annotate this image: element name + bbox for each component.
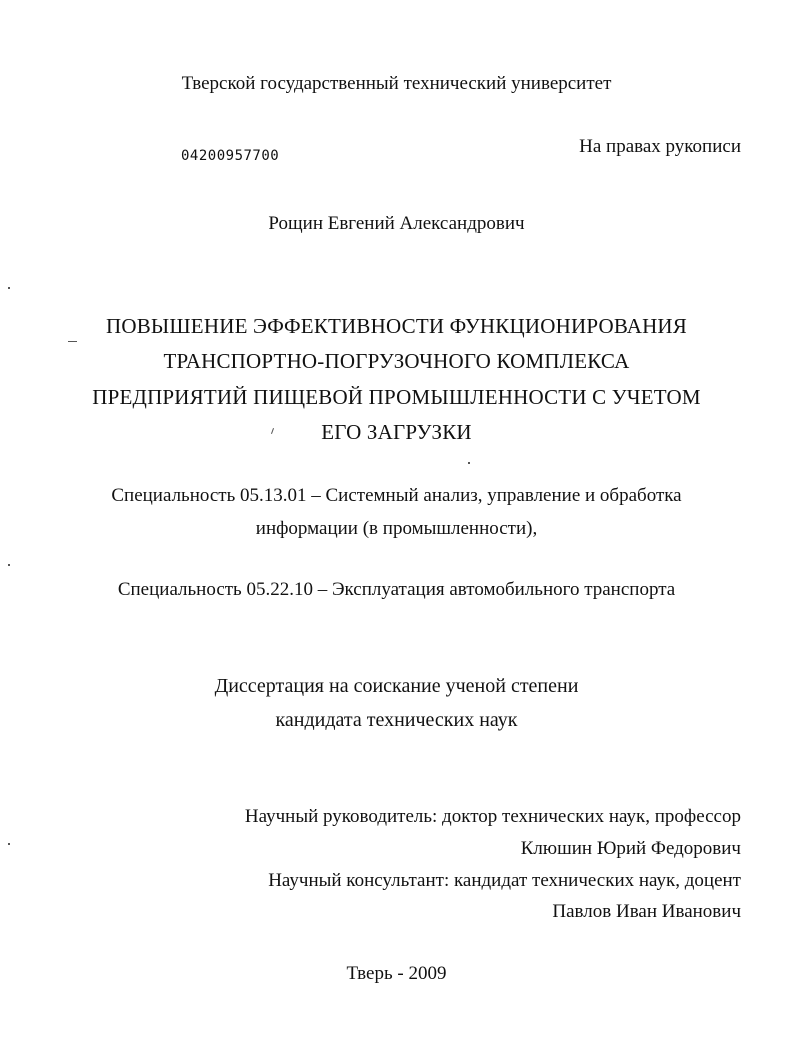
manuscript-rights: На правах рукописи	[579, 136, 741, 157]
dissertation-line-1: Диссертация на соискание ученой степени	[214, 675, 579, 697]
scan-speck	[8, 843, 10, 845]
consultant-role: Научный консультант: кандидат технических наук, доцент	[268, 870, 741, 891]
scan-speck	[8, 564, 10, 566]
title-line-4: ЕГО ЗАГРУЗКИ	[321, 420, 472, 444]
scan-speck	[8, 287, 10, 289]
specialty-1-line-2: информации (в промышленности),	[255, 518, 538, 539]
title-line-3: ПРЕДПРИЯТИЙ ПИЩЕВОЙ ПРОМЫШЛЕННОСТИ С УЧЕТОМ	[92, 385, 701, 409]
author-name: Рощин Евгений Александрович	[268, 213, 525, 234]
scan-speck	[468, 462, 470, 464]
archive-number: 04200957700	[181, 148, 280, 164]
supervisor-name: Клюшин Юрий Федорович	[520, 838, 741, 859]
specialty-2: Специальность 05.22.10 – Эксплуатация автомобильного транспорта	[117, 579, 676, 600]
supervisor-role: Научный руководитель: доктор технических наук, профессор	[244, 806, 741, 827]
title-line-1: ПОВЫШЕНИЕ ЭФФЕКТИВНОСТИ ФУНКЦИОНИРОВАНИЯ	[105, 314, 688, 338]
title-line-2: ТРАНСПОРТНО-ПОГРУЗОЧНОГО КОМПЛЕКСА	[163, 349, 630, 373]
university-name: Тверской государственный технический университет	[181, 73, 612, 94]
place-year: Тверь - 2009	[346, 963, 447, 984]
dissertation-line-2: кандидата технических наук	[275, 709, 518, 731]
specialty-1-line-1: Специальность 05.13.01 – Системный анализ, управление и обработка	[111, 485, 682, 506]
scan-speck	[68, 341, 77, 342]
consultant-name: Павлов Иван Иванович	[552, 901, 741, 922]
